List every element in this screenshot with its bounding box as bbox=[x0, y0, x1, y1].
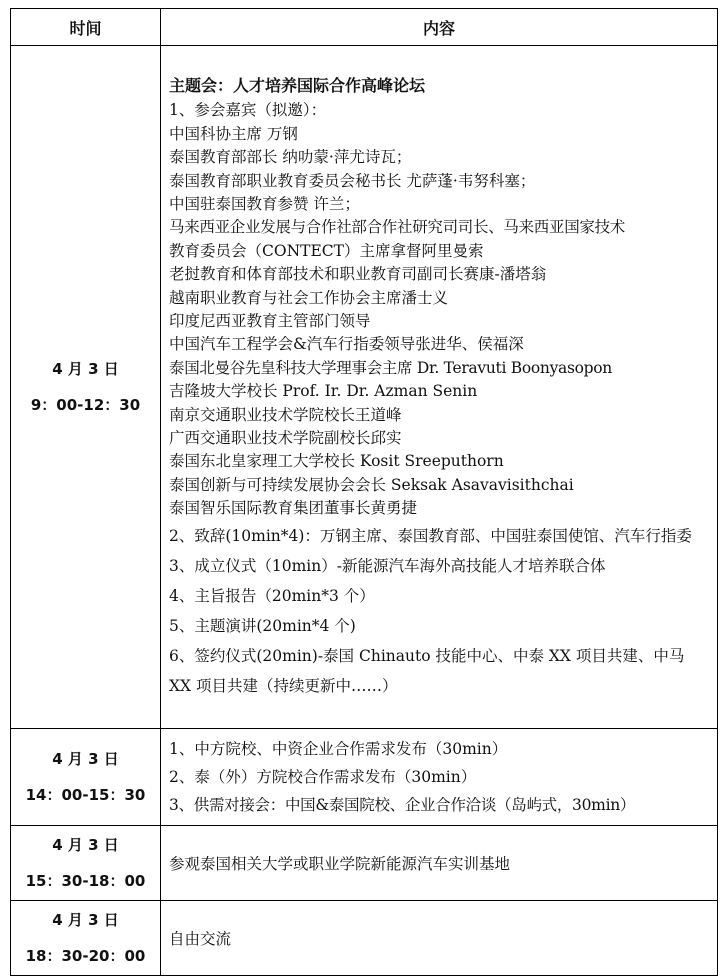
time-cell bbox=[11, 729, 161, 826]
table-row bbox=[11, 901, 718, 976]
agenda-item: 5、主题演讲(20min*4 个) bbox=[169, 616, 356, 635]
agenda-item: 参观泰国相关大学或职业学院新能源汽车实训基地 bbox=[169, 855, 511, 873]
guest-item: 中国驻泰国教育参赞 许兰； bbox=[169, 194, 360, 213]
content-cell bbox=[161, 46, 718, 729]
date-label: 4 月 3 日 bbox=[52, 836, 119, 854]
guest-item: 中国汽车工程学会&汽车行指委领导张进华、侯福深 bbox=[169, 335, 524, 354]
header-content: 内容 bbox=[161, 9, 718, 46]
guests-heading: 1、参会嘉宾（拟邀）： bbox=[169, 101, 327, 120]
guest-item: 南京交通职业技术学院校长王道峰 bbox=[169, 405, 402, 424]
guest-item: 教育委员会（CONTECT）主席拿督阿里曼索 bbox=[169, 241, 484, 260]
agenda-item: 2、致辞(10min*4)：万钢主席、泰国教育部、中国驻泰国使馆、汽车行指委 bbox=[169, 526, 692, 545]
guest-item: 泰国教育部职业教育委员会秘书长 尤萨蓬·韦努科塞； bbox=[169, 171, 536, 190]
topic-title: 主题会：人才培养国际合作高峰论坛 bbox=[169, 76, 426, 96]
guest-item: 越南职业教育与社会工作协会主席潘士义 bbox=[169, 288, 449, 307]
content-cell bbox=[161, 901, 718, 976]
guest-item: 吉隆坡大学校长 Prof. Ir. Dr. Azman Senin bbox=[169, 382, 478, 401]
date-label: 4 月 3 日 bbox=[52, 360, 119, 378]
agenda-item: 3、成立仪式（10min）-新能源汽车海外高技能人才培养联合体 bbox=[169, 556, 606, 575]
guest-item: 泰国教育部部长 纳叻蒙·萍尤诗瓦； bbox=[169, 148, 412, 167]
time-range: 14：00-15：30 bbox=[25, 786, 146, 804]
header-row bbox=[11, 9, 718, 46]
guest-item: 泰国智乐国际教育集团董事长黄勇捷 bbox=[169, 499, 418, 518]
time-range: 18：30-20：00 bbox=[25, 947, 146, 965]
guest-item: 泰国东北皇家理工大学校长 Kosit Sreeputhorn bbox=[169, 452, 504, 471]
guest-item: 中国科协主席 万钢 bbox=[169, 124, 298, 143]
agenda-item: 6、签约仪式(20min)-泰国 Chinauto 技能中心、中泰 XX 项目共建、中马 XX 项目共建（持续更新中……） bbox=[169, 646, 685, 695]
guest-item: 印度尼西亚教育主管部门领导 bbox=[169, 312, 371, 330]
guest-item: 马来西亚企业发展与合作社部合作社研究司司长、马来西亚国家技术 bbox=[169, 218, 626, 237]
guest-item: 老挝教育和体育部技术和职业教育司副司长赛康-潘塔翁 bbox=[169, 265, 547, 284]
time-cell bbox=[11, 46, 161, 729]
table-row bbox=[11, 46, 718, 729]
header-time: 时间 bbox=[11, 9, 161, 46]
table-row bbox=[11, 729, 718, 826]
guest-item: 广西交通职业技术学院副校长邱实 bbox=[169, 429, 402, 448]
agenda-item: 3、供需对接会：中国&泰国院校、企业合作洽谈（岛屿式，30min） bbox=[169, 796, 636, 814]
date-label: 4 月 3 日 bbox=[52, 750, 119, 768]
agenda-item: 自由交流 bbox=[169, 930, 232, 948]
agenda-item: 4、主旨报告（20min*3 个） bbox=[169, 586, 375, 605]
agenda-item: 1、中方院校、中资企业合作需求发布（30min） bbox=[169, 740, 508, 758]
time-range: 15：30-18：00 bbox=[25, 872, 146, 890]
guest-item: 泰国创新与可持续发展协会会长 Seksak Asavavisithchai bbox=[169, 475, 574, 494]
time-cell bbox=[11, 826, 161, 901]
guest-item: 泰国北曼谷先皇科技大学理事会主席 Dr. Teravuti Boonyasopon bbox=[169, 358, 612, 377]
date-label: 4 月 3 日 bbox=[52, 911, 119, 929]
schedule-table bbox=[10, 8, 718, 976]
content-cell bbox=[161, 729, 718, 826]
time-range: 9：00-12：30 bbox=[30, 396, 141, 414]
content-cell bbox=[161, 826, 718, 901]
time-cell bbox=[11, 901, 161, 976]
table-row bbox=[11, 826, 718, 901]
agenda-item: 2、泰（外）方院校合作需求发布（30min） bbox=[169, 768, 477, 786]
